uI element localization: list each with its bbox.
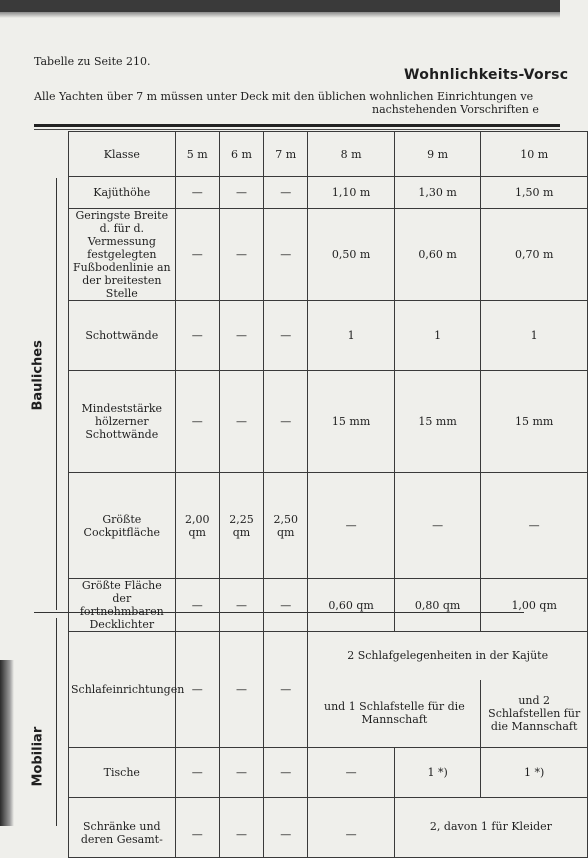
- header-cell: 5 m: [175, 132, 219, 177]
- table-cell: 2,50 qm: [264, 473, 308, 579]
- table-cell: —: [219, 798, 263, 858]
- header-rule-thick: [34, 124, 560, 127]
- table-cell: —: [264, 371, 308, 473]
- table-row: [69, 798, 588, 858]
- intro-line-2: nachstehenden Vorschriften e: [372, 103, 539, 116]
- table-row: [69, 579, 588, 632]
- table-cell: —: [175, 748, 219, 798]
- table-cell: —: [175, 177, 219, 209]
- table-row: [69, 301, 588, 371]
- table-cell: —: [219, 177, 263, 209]
- table-cell: 1,30 m: [394, 177, 481, 209]
- table-cell: —: [219, 632, 263, 748]
- header-cell: Klasse: [69, 132, 176, 177]
- page-top-shadow: [0, 12, 560, 18]
- table-cell: —: [308, 473, 395, 579]
- regulation-table: [68, 131, 588, 858]
- table-cell-span: 2, davon 1 für Kleider: [394, 798, 587, 858]
- table-row: [69, 748, 588, 798]
- row-label: Schlafeinrichtungen: [69, 632, 176, 748]
- table-row: [69, 177, 588, 209]
- row-label: Geringste Breite d. für d. Vermessung festgelegten Fußbodenlinie an der breitesten Stelle: [69, 209, 176, 301]
- table-cell: —: [219, 748, 263, 798]
- table-cell: —: [175, 301, 219, 371]
- table-cell: 2,25 qm: [219, 473, 263, 579]
- row-label: Schränke und deren Gesamt-: [69, 798, 176, 858]
- table-cell: —: [175, 798, 219, 858]
- table-cell: —: [394, 473, 481, 579]
- table-cell: —: [264, 177, 308, 209]
- table-cell: 1,00 qm: [481, 579, 588, 632]
- table-cell: 15 mm: [308, 371, 395, 473]
- row-label: Tische: [69, 748, 176, 798]
- table-cell: 1 *): [481, 748, 588, 798]
- group-label-bauliches: Bauliches: [30, 340, 46, 411]
- page-top-edge: [0, 0, 560, 12]
- bauliches-bracket: [56, 178, 57, 610]
- intro-line-1: Alle Yachten über 7 m müssen unter Deck mit den üblichen wohnlichen Einrichtungen ve: [34, 90, 534, 103]
- table-cell: und 2 Schlafstellen für die Mannschaft: [481, 680, 588, 748]
- header-cell: 10 m: [481, 132, 588, 177]
- table-cell: —: [264, 301, 308, 371]
- table-cell: 0,60 qm: [308, 579, 395, 632]
- table-cell: —: [481, 473, 588, 579]
- table-cell: 0,80 qm: [394, 579, 481, 632]
- table-cell: —: [175, 209, 219, 301]
- table-cell: 1: [394, 301, 481, 371]
- table-cell: —: [175, 371, 219, 473]
- table-cell: —: [308, 748, 395, 798]
- table-cell: —: [308, 798, 395, 858]
- header-cell: 8 m: [308, 132, 395, 177]
- table-cell: —: [264, 748, 308, 798]
- table-cell: 1 *): [394, 748, 481, 798]
- table-cell-span: und 1 Schlafstelle für die Mannschaft: [308, 680, 481, 748]
- row-label: Kajüthöhe: [69, 177, 176, 209]
- header-cell: 6 m: [219, 132, 263, 177]
- table-cell-span: 2 Schlafgelegenheiten in der Kajüte: [308, 632, 588, 680]
- table-cell: —: [175, 632, 219, 748]
- table-row: [69, 473, 588, 579]
- row-label: Größte Fläche der fortnehmbaren Decklichter: [69, 579, 176, 632]
- table-cell: —: [264, 798, 308, 858]
- table-cell: —: [264, 579, 308, 632]
- mobiliar-bracket: [56, 618, 57, 826]
- table-cell: 1: [308, 301, 395, 371]
- header-rule-thin: [34, 129, 560, 130]
- table-cell: —: [219, 209, 263, 301]
- table-cell: 0,60 m: [394, 209, 481, 301]
- table-row: [69, 209, 588, 301]
- table-cell: 1,10 m: [308, 177, 395, 209]
- table-cell: —: [219, 301, 263, 371]
- table-cell: 1: [481, 301, 588, 371]
- table-cell: 0,70 m: [481, 209, 588, 301]
- binding-shadow: [0, 660, 14, 826]
- row-label: Mindeststärke hölzerner Schottwände: [69, 371, 176, 473]
- table-cell: —: [264, 209, 308, 301]
- table-cell: 2,00 qm: [175, 473, 219, 579]
- row-label: Größte Cockpitfläche: [69, 473, 176, 579]
- header-row: [69, 132, 588, 177]
- group-label-mobiliar: Mobiliar: [30, 726, 46, 787]
- row-label: Schottwände: [69, 301, 176, 371]
- table-cell: —: [175, 579, 219, 632]
- table-reference: Tabelle zu Seite 210.: [34, 55, 151, 68]
- header-cell: 7 m: [264, 132, 308, 177]
- table-cell: 0,50 m: [308, 209, 395, 301]
- header-cell: 9 m: [394, 132, 481, 177]
- page-title: Wohnlichkeits-Vorsc: [404, 67, 569, 83]
- table-cell: —: [219, 579, 263, 632]
- table-row: [69, 371, 588, 473]
- table-cell: 1,50 m: [481, 177, 588, 209]
- table-cell: —: [219, 371, 263, 473]
- table-row: [69, 632, 588, 680]
- table-cell: 15 mm: [394, 371, 481, 473]
- table-cell: —: [264, 632, 308, 748]
- table-cell: 15 mm: [481, 371, 588, 473]
